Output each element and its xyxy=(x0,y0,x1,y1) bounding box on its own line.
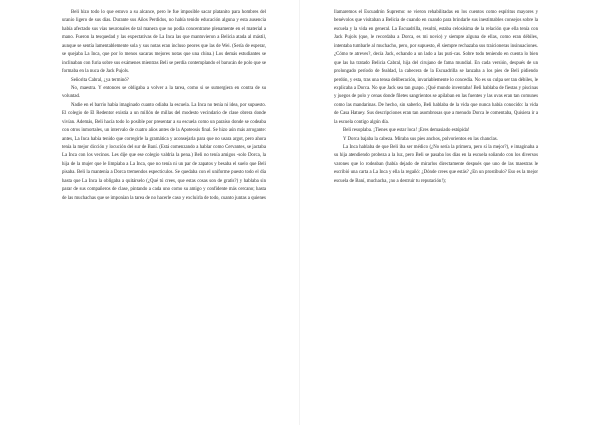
paragraph: No, maestra. Y entonces se obligaba a volver a la tarea, como si se sumergiera en contra de su voluntad. xyxy=(62,85,266,100)
paragraph: Beli hizo todo lo que estuvo a su alcance, pero le fue imposible sacar platanito para hombres del uranio ligero de sus días. Durante sus Años Perdidos, no había tenido educación alguna y esta ausencia había afectado sus vías neuronales de tal manera que no podía concentrarse plenamente en el material a mano. Fueron la tesquedad y las expectativas de La Inca las que mantuvieron a Belicia atada al mástil, aunque se sentía lamentablemente sola y sus notas eran incluso peores que las de Wei. (Sería de esperar, se quejaba La Inca, que por lo menos sacaras mejores notas que una china.) Los demás estudiantes se inclinaban con furia sobre sus exámenes mientras Beli se perdía contemplando el barucán de polo que se formaba en la nuca de Jack Pujols. xyxy=(62,10,266,75)
paragraph: Señorita Cabral, ¿ya terminó? xyxy=(71,77,129,83)
paragraph: Y Dorca bajaba la cabeza. Miraba sus pies anchos, polvorientos en las chanclas. xyxy=(343,136,498,142)
right-page xyxy=(300,0,600,425)
left-page-text xyxy=(62,9,266,421)
paragraph: La Inca hablaba de que Beli iba ser médico (¿No sería la primera, pero sí la mejor?), e imaginaba a su hija atendiendo probeza a la luz, pero Beli se pasaba los días en la escuela soñando con los diversos varones que lo rodeaban (había dejado de mirarlos directamente después que uno de las maestras le escribió una carta a La Inca y ella la regañó: ¿Dónde crees que estás? ¿En un prostíbulo? Eso es la mejor escuela de Baní, muchacha, ¡no a destruir tu reputación!); xyxy=(334,145,538,184)
paragraph: llamaremos el Escuadrón Supremo: se vieron rehabilitadas en los cuentos como espíritus mayores y benévolos que visitaban a Belicia de cuando en cuando para brindarle sus inestimables consejos sobre la escuela y la vida en general. La Escuadrilla, resultó, estaba celosísima de la relación que ella tenía con Jack Pujols (que, le recordaba a Dorca, es mi novio) y siempre alguna de ellas, como eran débiles, intentaba tumbarle al muchacho, pero, por supuesto, él siempre rechazaba sus traicioneras insinuaciones. ¿Cómo te atreves?, decía Jack, echando a un lado a las puti-cas. Sobre todo teniendo en cuenta lo bien que las ha tratado Belicia Cabral, hija del cirujano de fama mundial. En cada versión, después de un prolongado período de fealdad, la cabecera de la Escuadrilla se lanzaba a los pies de Beli pidiendo perdón, y esta, tras una tensa deliberación, invariablemente lo concedía. No es su culpa ser tan débiles, le explicaba a Dorca. No que Jack sea tan guapo. ¡Qué mundo inventaba! Beli hablaba de fiestas y piscinas y juegos de polo y cenas donde filetes sangrientos se apilaban en las fuentes y las uvas eran tan comunes como las mandarinas. De hecho, sin saberlo, Beli hablaba de la vida que nunca había conocido: la vida de Casa Hatuey. Sus descripciones eran tan asombrosas que a menudo Dorca le comentaba, Quisiera ir a la escuela contigo algún día. xyxy=(334,10,538,125)
right-page-text xyxy=(334,9,538,421)
paragraph: Nadie en el barrio había imaginado cuanto odiaba la escuela. La Inca no tenía ni idea, por supuesto. El colegio de El Redentor existía a un millón de millas del modesto vecindario de clase obrera donde vivían. Además, Beli hacía todo lo posible por presentar a su escuela como un paraíso donde se codeaba con otros inmortales, un intervalo de cuatro años antes de la Apoteosis final. Se hizo aún más arrogante: antes, La Inca había tenido que corregirle la gramática y aconsejarla para que no usara argot, pero ahora tenía la mejor dicción y locución del sur de Baní. (Está comenzando a hablar como Cervantes, se jactaba La Inca con los vecinos. Les dije que ese colegio valdría la pena.) Beli no tenía amigos -solo Dorca, la hija de la mujer que le limpiaba a La Inca, que no tenía ni un par de zapatos y besaba el suelo que Beli pisaba. Beli la mantenía a Dorca tremendos especticulos. Se quedaba con el uniforme puesto todo el día hasta que La Inca la obligaba a quitárselo (¿Qué tú crees, que estas cosas son de gratis?) y hablaba sin parar de sus compañeros de clase, pintando a cada uno como su amigo y confidente más cercano; hasta de las muchachas que se imponían la tarea de no hacerle caso y excluirla de todo, cuanto juntas a quienes xyxy=(62,102,266,201)
paragraph: Beli resoplaba. ¡Tienes que estar loca! ¡Eres demasiado estúpida! xyxy=(343,128,470,134)
